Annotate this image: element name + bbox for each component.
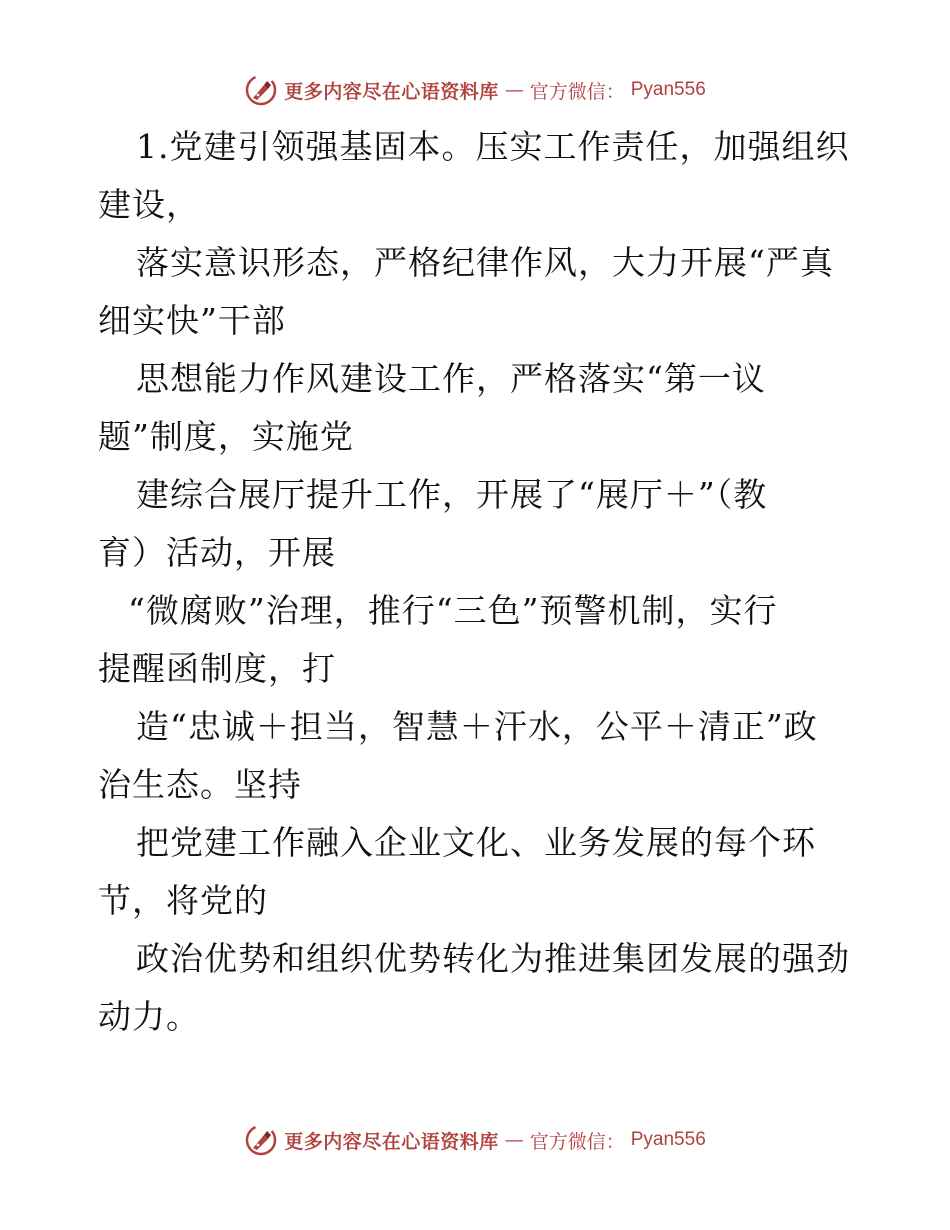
paragraph-line: 提醒函制度，打 bbox=[98, 649, 336, 688]
paragraph-line: 建综合展厅提升工作，开展了“展厅＋”（教 bbox=[136, 475, 768, 514]
paragraph-line: 思想能力作风建设工作，严格落实“第一议 bbox=[136, 359, 766, 398]
banner-title: 更多内容尽在心语资料库 bbox=[284, 1130, 499, 1153]
pen-nib-logo-icon bbox=[244, 73, 278, 107]
banner-dash: — bbox=[504, 1129, 524, 1151]
paragraph-line: 细实快”干部 bbox=[98, 301, 286, 340]
header-banner bbox=[0, 70, 950, 110]
banner-wechat-id: Pyan556 bbox=[630, 1129, 706, 1150]
banner-wechat-label: 官方微信： bbox=[529, 80, 625, 103]
paragraph-line: 1.党建引领强基固本。压实工作责任，加强组织 bbox=[136, 127, 850, 166]
document-body bbox=[98, 118, 858, 1046]
paragraph-line: 题”制度，实施党 bbox=[98, 417, 354, 456]
banner-wechat-id: Pyan556 bbox=[630, 79, 706, 100]
paragraph-line: 造“忠诚＋担当，智慧＋汗水，公平＋清正”政 bbox=[136, 707, 818, 746]
banner-wechat-label: 官方微信： bbox=[529, 1130, 625, 1153]
paragraph-line: 落实意识形态，严格纪律作风，大力开展“严真 bbox=[136, 243, 834, 282]
pen-nib-logo-icon bbox=[244, 1123, 278, 1157]
banner-title: 更多内容尽在心语资料库 bbox=[284, 80, 499, 103]
paragraph-line: 把党建工作融入企业文化、业务发展的每个环 bbox=[136, 823, 816, 862]
paragraph-line: “微腐败”治理，推行“三色”预警机制，实行 bbox=[128, 591, 778, 630]
banner-dash: — bbox=[504, 79, 524, 101]
paragraph-line: 节，将党的 bbox=[98, 881, 268, 920]
paragraph-line: 育）活动，开展 bbox=[98, 533, 336, 572]
paragraph-line: 政治优势和组织优势转化为推进集团发展的强劲 bbox=[136, 939, 850, 978]
paragraph-line: 治生态。坚持 bbox=[98, 765, 302, 804]
footer-banner bbox=[0, 1120, 950, 1160]
paragraph-line: 动力。 bbox=[98, 997, 200, 1036]
paragraph-line: 建设， bbox=[98, 185, 200, 224]
